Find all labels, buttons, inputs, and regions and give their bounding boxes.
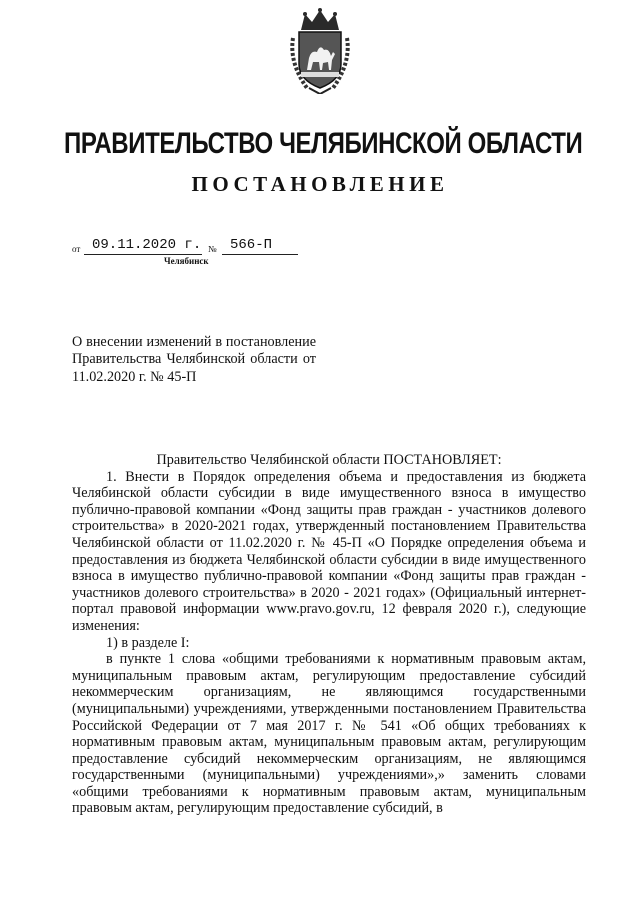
number-underline <box>222 254 298 255</box>
document-date: 09.11.2020 г. <box>92 237 202 253</box>
date-underline <box>84 254 202 255</box>
date-label: от <box>72 244 81 254</box>
city-name: Челябинск <box>164 256 209 266</box>
registration-row <box>72 236 372 260</box>
document-subject: О внесении изменений в постановление Правительства Челябинской области от 11.02.2020 г. № 45-П <box>72 334 316 385</box>
document-body <box>72 452 586 817</box>
document-number: 566-П <box>230 237 273 253</box>
paragraph: 1. Внести в Порядок определения объема и предоставления из бюджета Челябинской области субсидии в виде имущественного взноса в имущество публично-правовой компании «Фонд защиты прав граждан - участников долевого строительства» в 2020-2021 годах, утвержденный постановлением Правительства Челябинской области от 11.02.2020 г. № 45-П «О Порядке определения объема и предоставления из бюджета Челябинской области субсидии в виде имущественного взноса в имущество публично-правовой компании «Фонд защиты прав граждан - участников долевого строительства» в 2020 - 2021 годах» (Официальный интернет-портал правовой информации www.pravo.gov.ru, 12 февраля 2020 г.), следующие изменения: <box>72 468 586 634</box>
chelyabinsk-coat-of-arms-icon <box>287 8 353 94</box>
decree-line: Правительство Челябинской области ПОСТАНОВЛЯЕТ: <box>156 452 502 468</box>
number-label: № <box>208 244 217 254</box>
document-type-title: ПОСТАНОВЛЕНИЕ <box>191 172 449 196</box>
government-title: ПРАВИТЕЛЬСТВО ЧЕЛЯБИНСКОЙ ОБЛАСТИ <box>64 127 583 160</box>
paragraph: в пункте 1 слова «общими требованиями к нормативным правовым актам, муниципальным правовым актам, регулирующим предоставление субсидий некоммерческим организациям, не являющимся государственными (муниципальными) учреждениями, утвержденными постановлением Правительства Российской Федерации от 7 мая 2017 г. № 541 «Об общих требованиях к нормативным правовым актам, муниципальным правовым актам, регулирующим предоставление субсидий некоммерческим организациям, не являющимся государственными (муниципальными) учреждениями»,» заменить словами «общими требованиями к нормативным правовым актам, муниципальным правовым актам, регулирующим предоставление субсидий, в <box>72 651 586 817</box>
paragraph: 1) в разделе I: <box>106 634 190 651</box>
